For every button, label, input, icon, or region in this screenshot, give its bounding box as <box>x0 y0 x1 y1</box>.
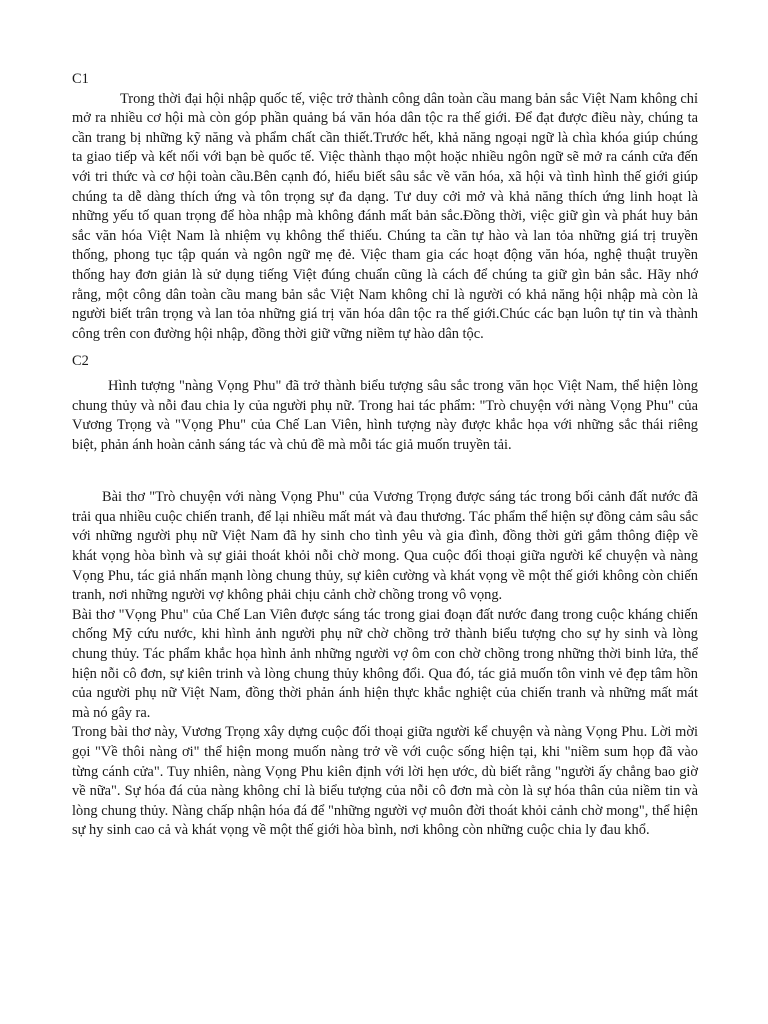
c2-paragraph-che-lan-vien: Bài thơ "Vọng Phu" của Chế Lan Viên được sáng tác trong giai đoạn đất nước đang trong cuộc kháng chiến chống Mỹ cứu nước, khi hình ảnh người phụ nữ chờ chồng trở thành biểu tượng cho sự hy sinh và lòng chung thủy. Tác phẩm khắc họa hình ảnh những người vợ ôm con chờ chồng trong những thời binh lửa, thể hiện nỗi cô đơn, sự kiên trinh và lòng chung thủy không đổi. Qua đó, tác giả muốn tôn vinh vẻ đẹp tâm hồn của người phụ nữ Việt Nam, đồng thời phản ánh hiện thực khắc nghiệt của chiến tranh và những mất mát mà nó gây ra. <box>72 606 698 721</box>
section-heading-c2: C2 <box>72 353 89 370</box>
spacer <box>72 455 698 488</box>
c2-intro-paragraph: Hình tượng "nàng Vọng Phu" đã trở thành biểu tượng sâu sắc trong văn học Việt Nam, thể hiện lòng chung thủy và nỗi đau chia ly của người phụ nữ. Trong hai tác phẩm: "Trò chuyện với nàng Vọng Phu" của Vương Trọng và "Vọng Phu" của Chế Lan Viên, hình tượng này được khắc họa với những sắc thái riêng biệt, phản ánh hoàn cảnh sáng tác và chủ đề mà mỗi tác giả muốn truyền tải. <box>72 377 698 453</box>
c2-paragraph-vuong-trong-context: Bài thơ "Trò chuyện với nàng Vọng Phu" của Vương Trọng được sáng tác trong bối cảnh đất nước đã trải qua nhiều cuộc chiến tranh, để lại nhiều mất mát và đau thương. Tác phẩm thể hiện sự đồng cảm sâu sắc với những người phụ nữ Việt Nam đã hy sinh cho tình yêu và gia đình, đồng thời gửi gắm thông điệp về khát vọng hòa bình và sự giải thoát khỏi nỗi chờ mong. Qua cuộc đối thoại giữa người kể chuyện và nàng Vọng Phu, tác giả nhấn mạnh lòng chung thủy, sự kiên cường và khát vọng về một thế giới không còn chiến tranh, nơi những người vợ không phải chịu cảnh chờ chồng trong vô vọng. <box>72 489 698 604</box>
document-page <box>72 70 698 841</box>
section-heading-c1: C1 <box>72 71 89 87</box>
c2-paragraph-dialogue-analysis: Trong bài thơ này, Vương Trọng xây dựng cuộc đối thoại giữa người kể chuyện và nàng Vọng Phu. Lời mời gọi "Về thôi nàng ơi" thể hiện mong muốn nàng trở về với cuộc sống hiện tại, khi "niềm sum họp đã vào từng cánh cửa". Tuy nhiên, nàng Vọng Phu kiên định với lời hẹn ước, dù biết rằng "người ấy chẳng bao giờ về nữa". Sự hóa đá của nàng không chỉ là biểu tượng của nỗi cô đơn mà còn là sự hóa thân của niềm tin và lòng chung thủy. Nàng chấp nhận hóa đá để "những người vợ muôn đời thoát khỏi cảnh chờ mong", thể hiện sự hy sinh cao cả và khát vọng về một thế giới hòa bình, nơi không còn những cuộc chia ly đau khổ. <box>72 724 698 839</box>
spacer <box>72 344 698 352</box>
c1-paragraph: Trong thời đại hội nhập quốc tế, việc trở thành công dân toàn cầu mang bản sắc Việt Nam không chỉ mở ra nhiều cơ hội mà còn góp phần quảng bá văn hóa dân tộc ra thế giới. Để đạt được điều này, chúng ta cần trang bị những kỹ năng và phẩm chất cần thiết.Trước hết, khả năng ngoại ngữ là chìa khóa giúp chúng ta giao tiếp và kết nối với bạn bè quốc tế. Việc thành thạo một hoặc nhiều ngôn ngữ sẽ mở ra cánh cửa đến với tri thức và cơ hội toàn cầu.Bên cạnh đó, hiểu biết sâu sắc về văn hóa, xã hội và tình hình thế giới giúp chúng ta dễ dàng thích ứng và tôn trọng sự đa dạng. Tư duy cởi mở và khả năng thích ứng linh hoạt là những yếu tố quan trọng để hòa nhập mà không đánh mất bản sắc.Đồng thời, việc giữ gìn và phát huy bản sắc văn hóa Việt Nam là nhiệm vụ không thể thiếu. Chúng ta cần tự hào và lan tỏa những giá trị truyền thống, phong tục tập quán và ngôn ngữ mẹ đẻ. Việc tham gia các hoạt động văn hóa, nghệ thuật truyền thống hay đơn giản là sử dụng tiếng Việt đúng chuẩn cũng là cách để chúng ta giữ gìn bản sắc. Hãy nhớ rằng, một công dân toàn cầu mang bản sắc Việt Nam không chỉ là người có khả năng hội nhập mà còn là người biết trân trọng và lan tỏa những giá trị văn hóa dân tộc ra thế giới.Chúc các bạn luôn tự tin và thành công trên con đường hội nhập, đồng thời giữ vững niềm tự hào dân tộc. <box>72 90 698 342</box>
